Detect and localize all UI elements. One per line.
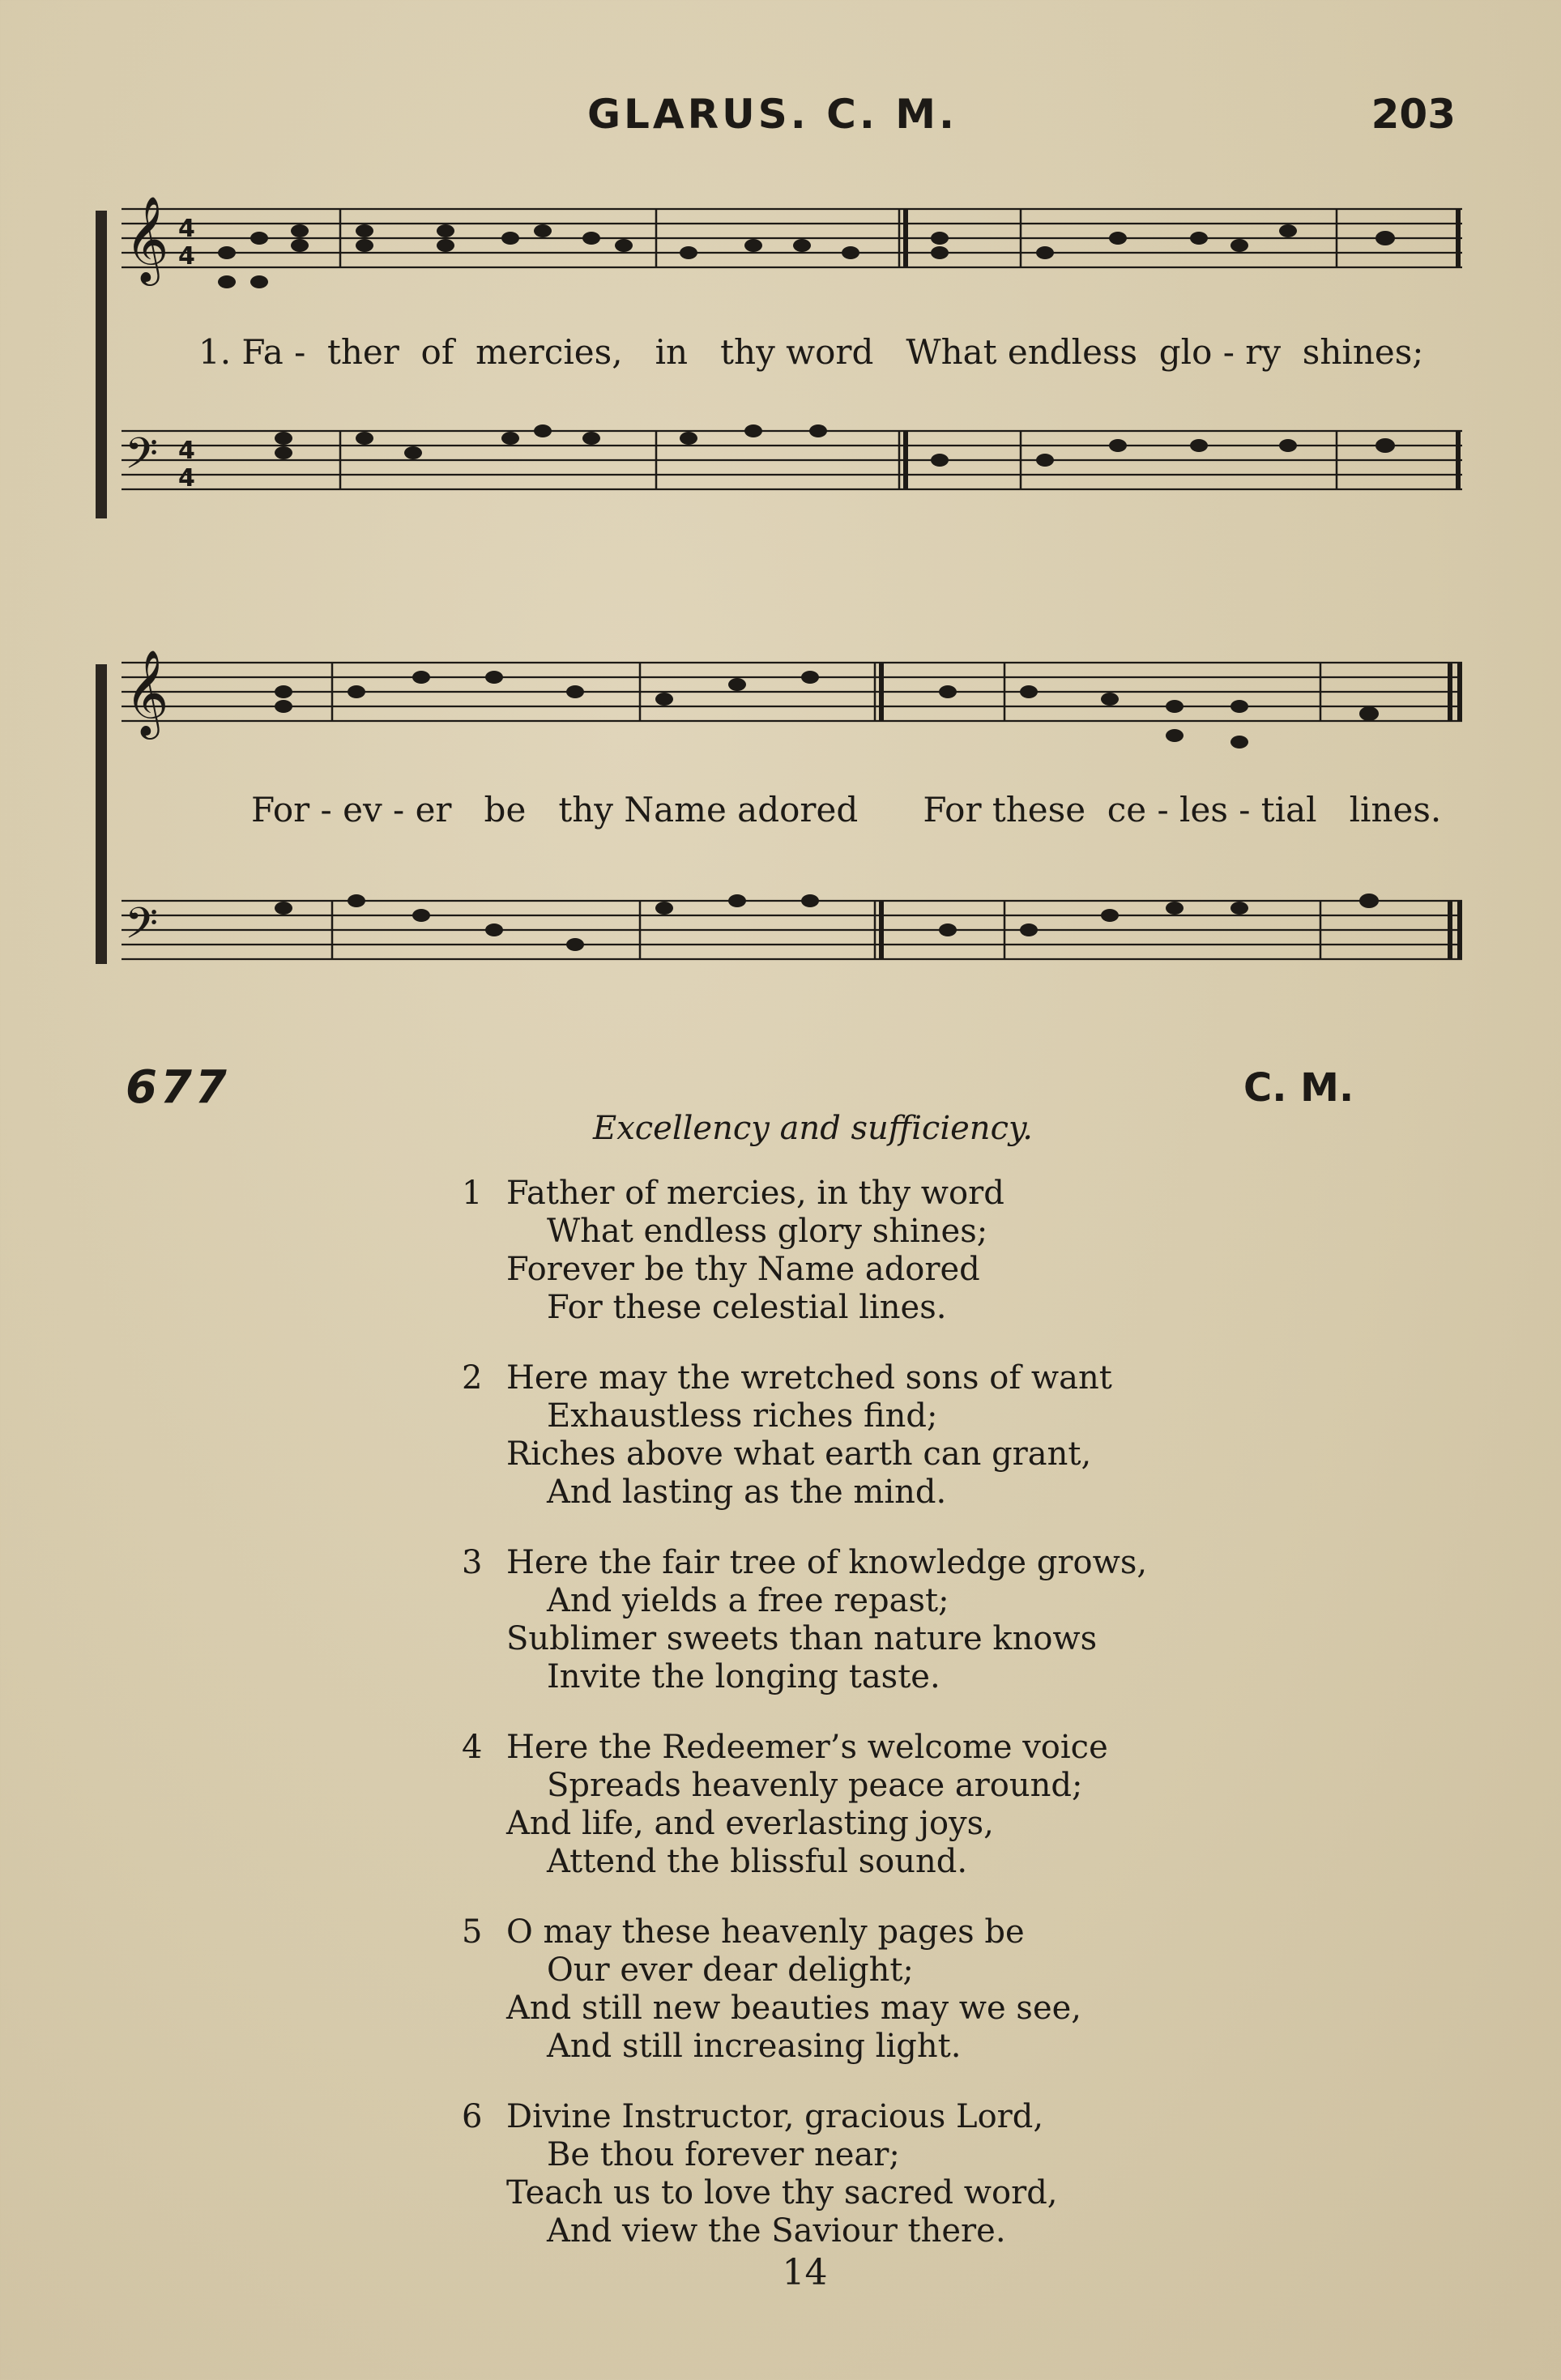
stanza-line: Here the fair tree of knowledge grows, (506, 1544, 1148, 1581)
page-number: 203 (1371, 91, 1456, 138)
stanza-line: What endless glory shines; (547, 1213, 988, 1250)
music-system-1 (89, 186, 1466, 543)
svg-text:4: 4 (178, 242, 195, 271)
tune-title: GLARUS. C. M. (587, 91, 957, 138)
stanza-number: 1 (462, 1175, 483, 1212)
stanza-line: Divine Instructor, gracious Lord, (506, 2098, 1044, 2135)
svg-text:4: 4 (178, 464, 195, 493)
page-header (0, 91, 1561, 147)
stanza-line: Invite the longing taste. (547, 1658, 940, 1695)
stanza-line: And yields a free repast; (547, 1582, 949, 1619)
stanza (462, 1175, 1147, 1327)
stanza-line: Here the Redeemer’s welcome voice (506, 1729, 1108, 1766)
stanza-line: Teach us to love thy sacred word, (506, 2174, 1058, 2212)
lyrics-line-1: 1. Fa - ther of mercies, in thy word What endless glo - ry shines; (198, 332, 1424, 372)
lyrics-line-2: For - ev - er be thy Name adored For these ce - les - tial lines. (251, 790, 1442, 830)
stanza-line: Spreads heavenly peace around; (547, 1767, 1083, 1804)
hymn-meter: C. M. (1243, 1065, 1354, 1111)
stanza-line: Riches above what earth can grant, (506, 1435, 1092, 1473)
stanza-line: Sublimer sweets than nature knows (506, 1620, 1098, 1657)
stanza-line: And view the Saviour there. (547, 2212, 1006, 2250)
stanza-number: 6 (462, 2098, 483, 2135)
svg-text:𝄢: 𝄢 (125, 899, 159, 959)
stanza-line: And still increasing light. (547, 2028, 962, 2065)
stanza-line: And still new beauties may we see, (506, 1990, 1082, 2027)
stanza (462, 2098, 1147, 2250)
svg-text:𝄞: 𝄞 (125, 195, 169, 282)
svg-text:𝄞: 𝄞 (125, 649, 169, 736)
stanza-line: O may these heavenly pages be (506, 1913, 1025, 1951)
svg-text:4: 4 (178, 437, 195, 465)
stanza-number: 5 (462, 1913, 483, 1951)
stanza-number: 2 (462, 1359, 483, 1397)
stanza-line: And life, and everlasting joys, (506, 1805, 994, 1842)
stanza-line: Attend the blissful sound. (547, 1843, 968, 1880)
stanza-line: Our ever dear delight; (547, 1951, 914, 1989)
stanza-line: For these celestial lines. (547, 1289, 947, 1326)
stanza-line: Forever be thy Name adored (506, 1251, 980, 1288)
stanza-line: And lasting as the mind. (547, 1474, 947, 1511)
stanza-line: Be thou forever near; (547, 2136, 900, 2173)
stanza (462, 1729, 1147, 1881)
stanza (462, 1913, 1147, 2066)
stanza (462, 1359, 1147, 1512)
signature-mark: 14 (782, 2252, 828, 2293)
hymn-subtitle: Excellency and sufficiency. (593, 1110, 1033, 1147)
stanza-number: 4 (462, 1729, 483, 1766)
stanza-line: Here may the wretched sons of want (506, 1359, 1112, 1397)
stanza-line: Exhaustless riches find; (547, 1397, 938, 1435)
svg-text:4: 4 (178, 215, 195, 243)
stanza (462, 1544, 1147, 1696)
hymn-stanzas (462, 1175, 1147, 2283)
music-system-2 (89, 640, 1466, 988)
hymn-number: 677 (126, 1061, 230, 1114)
svg-text:𝄢: 𝄢 (125, 429, 159, 489)
stanza-line: Father of mercies, in thy word (506, 1175, 1004, 1212)
stanza-number: 3 (462, 1544, 483, 1581)
